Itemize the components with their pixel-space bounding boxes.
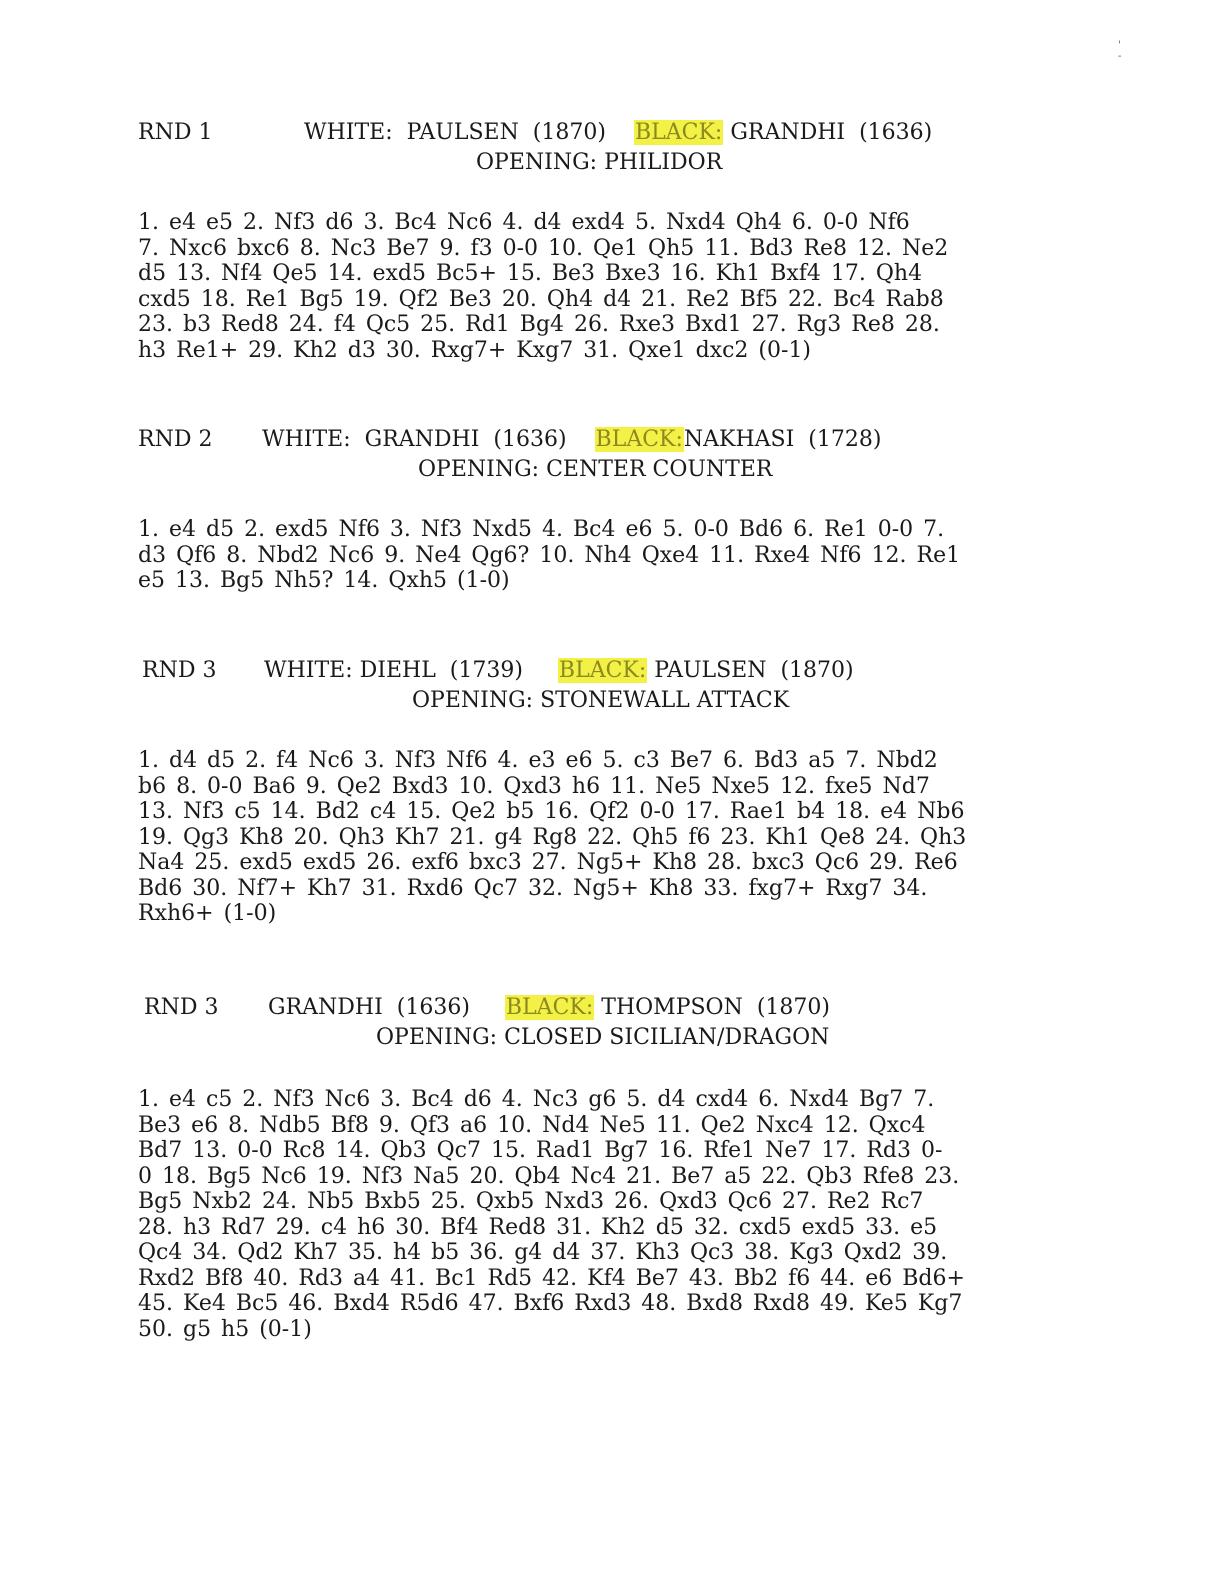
moves-line: 45. Ke4 Bc5 46. Bxd4 R5d6 47. Bxf6 Rxd3 48. Bxd8 Rxd8 49. Ke5 Kg7 [138,1291,963,1316]
black-player: PAULSEN (1870) [654,658,854,683]
round-label: RND 3 [142,658,217,683]
opening-line: OPENING: CENTER COUNTER [418,457,773,482]
black-player: GRANDHI (1636) [730,120,933,145]
game-record-3 [138,658,1083,927]
moves-text [138,210,1083,363]
scan-marks: ' - [1118,40,1162,62]
moves-line: 1. e4 d5 2. exd5 Nf6 3. Nf3 Nxd5 4. Bc4 e6 5. 0-0 Bd6 6. Re1 0-0 7. [138,517,945,542]
round-label: RND 1 [138,120,213,145]
game-record-4 [138,995,1083,1342]
moves-line: Bg5 Nxb2 24. Nb5 Bxb5 25. Qxb5 Nxd3 26. Qxd3 Qc6 27. Re2 Rc7 [138,1189,924,1214]
game-record-1 [138,120,1083,363]
players-line [304,120,932,145]
white-player: WHITE: GRANDHI (1636) [262,427,567,452]
white-player: GRANDHI (1636) [268,995,470,1020]
moves-line: d3 Qf6 8. Nbd2 Nc6 9. Ne4 Qg6? 10. Nh4 Qxe4 11. Rxe4 Nf6 12. Re1 [138,542,961,568]
moves-line: h3 Re1+ 29. Kh2 d3 30. Rxg7+ Kxg7 31. Qxe1 dxc2 (0-1) [138,337,812,363]
moves-line: 1. d4 d5 2. f4 Nc6 3. Nf3 Nf6 4. e3 e6 5. c3 Be7 6. Bd3 a5 7. Nbd2 [138,748,938,773]
players-line [262,427,881,452]
moves-line: Bd6 30. Nf7+ Kh7 31. Rxd6 Qc7 32. Ng5+ Kh8 33. fxg7+ Rxg7 34. [138,875,928,901]
moves-line: 19. Qg3 Kh8 20. Qh3 Kh7 21. g4 Rg8 22. Qh5 f6 23. Kh1 Qe8 24. Qh3 [138,824,967,850]
moves-text [138,517,1083,594]
moves-line: Na4 25. exd5 exd5 26. exf6 bxc3 27. Ng5+ Kh8 28. bxc3 Qc6 29. Re6 [138,850,958,875]
white-player: WHITE: PAULSEN (1870) [304,120,606,145]
moves-line: 13. Nf3 c5 14. Bd2 c4 15. Qe2 b5 16. Qf2 0-0 17. Rae1 b4 18. e4 Nb6 [138,799,965,824]
players-line [264,658,854,683]
game-header [138,995,1083,1025]
round-label: RND 3 [144,995,219,1020]
moves-line: cxd5 18. Re1 Bg5 19. Qf2 Be3 20. Qh4 d4 21. Re2 Bf5 22. Bc4 Rab8 [138,286,944,312]
moves-line: 50. g5 h5 (0-1) [138,1316,312,1342]
opening-line: OPENING: PHILIDOR [476,150,723,175]
round-label: RND 2 [138,427,213,452]
moves-line: Be3 e6 8. Ndb5 Bf8 9. Qf3 a6 10. Nd4 Ne5 11. Qe2 Nxc4 12. Qxc4 [138,1112,926,1138]
black-player: NAKHASI (1728) [683,427,882,452]
moves-line: 23. b3 Red8 24. f4 Qc5 25. Rd1 Bg4 26. Rxe3 Bxd1 27. Rg3 Re8 28. [138,312,940,337]
game-header [138,427,1083,457]
black-player: THOMPSON (1870) [601,995,830,1020]
black-label: BLACK: [558,658,647,683]
moves-line: 1. e4 e5 2. Nf3 d6 3. Bc4 Nc6 4. d4 exd4 5. Nxd4 Qh4 6. 0-0 Nf6 [138,210,910,235]
moves-line: Rxh6+ (1-0) [138,901,277,926]
opening-line: OPENING: CLOSED SICILIAN/DRAGON [376,1025,830,1050]
moves-line: d5 13. Nf4 Qe5 14. exd5 Bc5+ 15. Be3 Bxe3 16. Kh1 Bxf4 17. Qh4 [138,261,923,286]
moves-text [138,1087,1083,1342]
moves-line: 0 18. Bg5 Nc6 19. Nf3 Na5 20. Qb4 Nc4 21. Be7 a5 22. Qb3 Rfe8 23. [138,1163,960,1189]
moves-text [138,748,1083,927]
game-header [138,658,1083,688]
black-label: BLACK: [595,427,683,452]
moves-line: 28. h3 Rd7 29. c4 h6 30. Bf4 Red8 31. Kh2 d5 32. cxd5 exd5 33. e5 [138,1214,938,1240]
moves-line: 1. e4 c5 2. Nf3 Nc6 3. Bc4 d6 4. Nc3 g6 5. d4 cxd4 6. Nxd4 Bg7 7. [138,1087,935,1112]
moves-line: e5 13. Bg5 Nh5? 14. Qxh5 (1-0) [138,568,510,593]
moves-line: Qc4 34. Qd2 Kh7 35. h4 b5 36. g4 d4 37. Kh3 Qc3 38. Kg3 Qxd2 39. [138,1240,948,1265]
black-label: BLACK: [634,120,723,145]
players-line [268,995,830,1020]
moves-line: Bd7 13. 0-0 Rc8 14. Qb3 Qc7 15. Rad1 Bg7 16. Rfe1 Ne7 17. Rd3 0- [138,1138,943,1163]
white-player: WHITE: DIEHL (1739) [264,658,523,683]
black-label: BLACK: [505,995,594,1020]
opening-line: OPENING: STONEWALL ATTACK [412,688,790,713]
moves-line: b6 8. 0-0 Ba6 9. Qe2 Bxd3 10. Qxd3 h6 11. Ne5 Nxe5 12. fxe5 Nd7 [138,773,930,799]
moves-line: 7. Nxc6 bxc6 8. Nc3 Be7 9. f3 0-0 10. Qe1 Qh5 11. Bd3 Re8 12. Ne2 [138,235,949,261]
game-header [138,120,1083,150]
moves-line: Rxd2 Bf8 40. Rd3 a4 41. Bc1 Rd5 42. Kf4 Be7 43. Bb2 f6 44. e6 Bd6+ [138,1265,965,1291]
game-record-2 [138,427,1083,594]
